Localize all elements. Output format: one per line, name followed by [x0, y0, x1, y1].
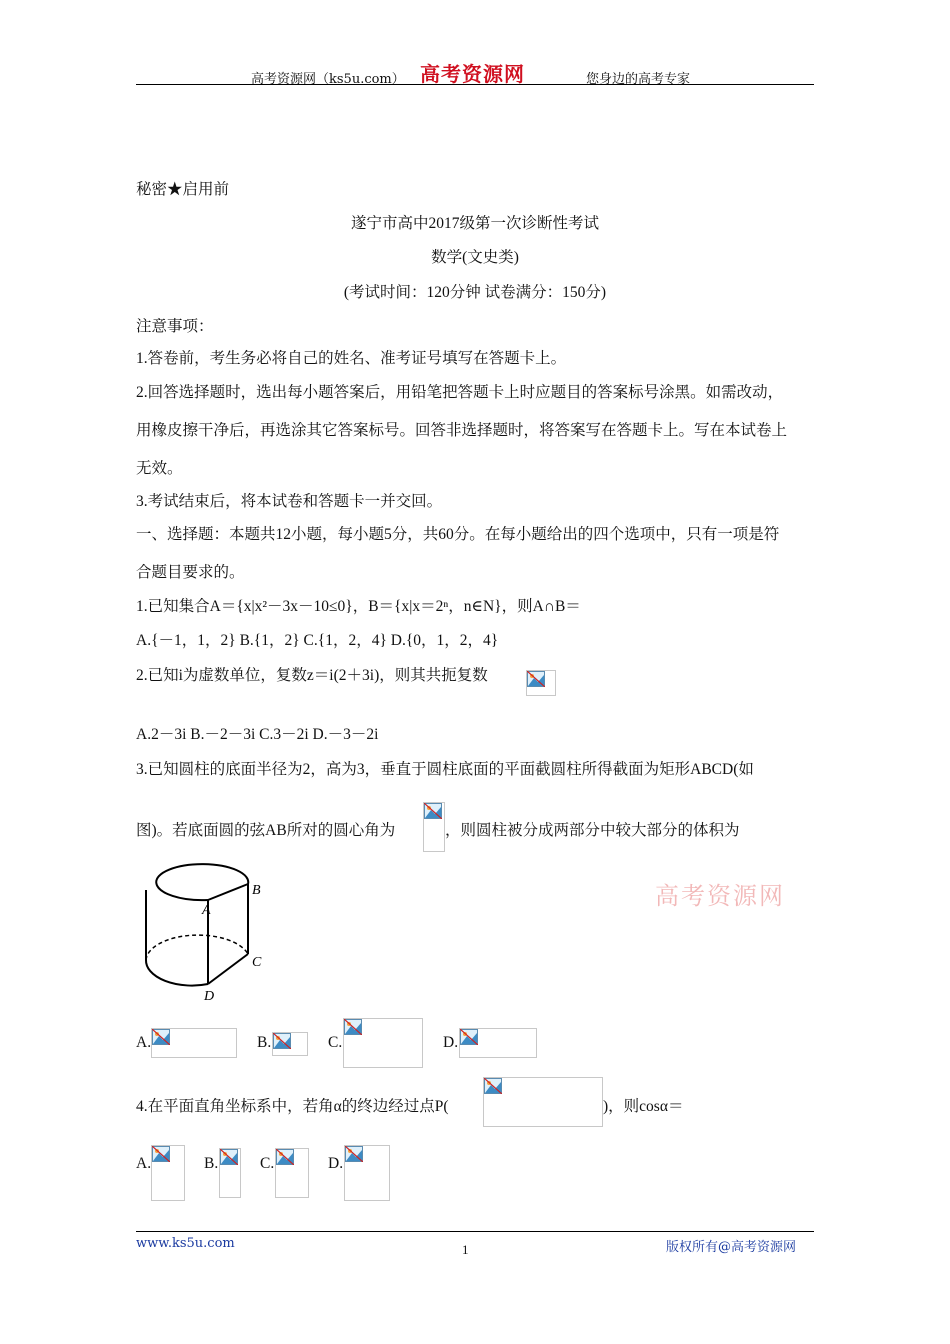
- q4-option-d-label: D.: [328, 1155, 344, 1172]
- q4-option-d-image: [344, 1145, 390, 1201]
- watermark: 高考资源网: [655, 882, 785, 910]
- broken-image-icon: [345, 1146, 363, 1162]
- q1-options: A.{－1，1，2} B.{1，2} C.{1，2，4} D.{0，1，2，4}: [136, 632, 499, 649]
- q4-stem-b: )，则cosα＝: [603, 1098, 684, 1115]
- q4-option-b-label: B.: [204, 1155, 219, 1172]
- broken-image-icon: [344, 1019, 362, 1035]
- section-1-line2: 合题目要求的。: [136, 564, 245, 581]
- q1-stem: 1.已知集合A＝{x|x²－3x－10≤0}，B＝{x|x＝2ⁿ，n∈N}，则A∩B＝: [136, 598, 581, 615]
- broken-image-icon: [220, 1149, 238, 1165]
- q3-option-b-label: B.: [257, 1034, 272, 1051]
- q3-option-d-image: [459, 1028, 537, 1058]
- broken-image-icon: [424, 803, 442, 819]
- q3-option-b-image: [272, 1032, 308, 1056]
- cylinder-figure: [138, 862, 268, 1004]
- q4-option-a-image: [151, 1145, 185, 1201]
- page-number: 1: [462, 1242, 469, 1257]
- broken-image-icon: [152, 1029, 170, 1045]
- q4-option-b-image: [219, 1148, 241, 1198]
- q2-options: A.2－3i B.－2－3i C.3－2i D.－3－2i: [136, 726, 379, 743]
- q4-option-c-image: [275, 1148, 309, 1198]
- header-divider: [136, 84, 814, 85]
- q3-stem-line2b: ，则圆柱被分成两部分中较大部分的体积为: [445, 822, 740, 839]
- notice-3: 3.考试结束后，将本试卷和答题卡一并交回。: [136, 493, 443, 510]
- q2-formula-image: [526, 670, 556, 696]
- q3-option-c-label: C.: [328, 1034, 343, 1051]
- broken-image-icon: [527, 671, 545, 687]
- q4-point-image: [483, 1077, 603, 1127]
- notice-1: 1.答卷前，考生务必将自己的姓名、准考证号填写在答题卡上。: [136, 350, 567, 367]
- footer-link[interactable]: www.ks5u.com: [136, 1236, 235, 1251]
- label-c: C: [252, 955, 262, 970]
- q4-option-c-label: C.: [260, 1155, 275, 1172]
- notice-heading: 注意事项：: [136, 318, 214, 335]
- q3-option-a-label: A.: [136, 1034, 152, 1051]
- label-a: A: [202, 903, 211, 918]
- broken-image-icon: [484, 1078, 502, 1094]
- exam-info: (考试时间：120分钟 试卷满分：150分): [343, 284, 607, 301]
- broken-image-icon: [276, 1149, 294, 1165]
- exam-title: 遂宁市高中2017级第一次诊断性考试: [350, 215, 599, 232]
- q4-stem-a: 4.在平面直角坐标系中，若角α的终边经过点P(: [136, 1098, 449, 1115]
- section-1-line1: 一、选择题：本题共12小题，每小题5分，共60分。在每小题给出的四个选项中，只有一项是符: [136, 526, 780, 543]
- q3-option-c-image: [343, 1018, 423, 1068]
- q2-stem: 2.已知i为虚数单位，复数z＝i(2＋3i)，则其共扼复数: [136, 667, 488, 684]
- q3-stem-line2a: 图)。若底面圆的弦AB所对的圆心角为: [136, 822, 396, 839]
- secret-label: 秘密★启用前: [136, 181, 230, 198]
- q3-option-a-image: [151, 1028, 237, 1058]
- header-site-name: 高考资源网（ks5u.com）: [251, 72, 405, 87]
- q3-stem-line1: 3.已知圆柱的底面半径为2，高为3，垂直于圆柱底面的平面截圆柱所得截面为矩形ABCD(如: [136, 761, 754, 778]
- q4-option-a-label: A.: [136, 1155, 152, 1172]
- footer-copyright: 版权所有@高考资源网: [666, 1240, 797, 1255]
- header-logo: 高考资源网: [420, 62, 525, 86]
- broken-image-icon: [460, 1029, 478, 1045]
- broken-image-icon: [152, 1146, 170, 1162]
- q3-angle-image: [423, 802, 445, 852]
- q3-option-d-label: D.: [443, 1034, 459, 1051]
- notice-2-line1: 2.回答选择题时，选出每小题答案后，用铅笔把答题卡上时应题目的答案标号涂黑。如需改动，: [136, 384, 784, 401]
- label-d: D: [204, 989, 215, 1004]
- label-b: B: [252, 883, 261, 898]
- footer-divider: [136, 1231, 814, 1232]
- notice-2-line2: 用橡皮擦干净后，再选涂其它答案标号。回答非选择题时，将答案写在答题卡上。写在本试卷上: [136, 422, 788, 439]
- broken-image-icon: [273, 1033, 291, 1049]
- exam-subtitle: 数学(文史类): [431, 249, 519, 266]
- notice-2-line3: 无效。: [136, 460, 183, 477]
- header-slogan: 您身边的高考专家: [586, 72, 691, 87]
